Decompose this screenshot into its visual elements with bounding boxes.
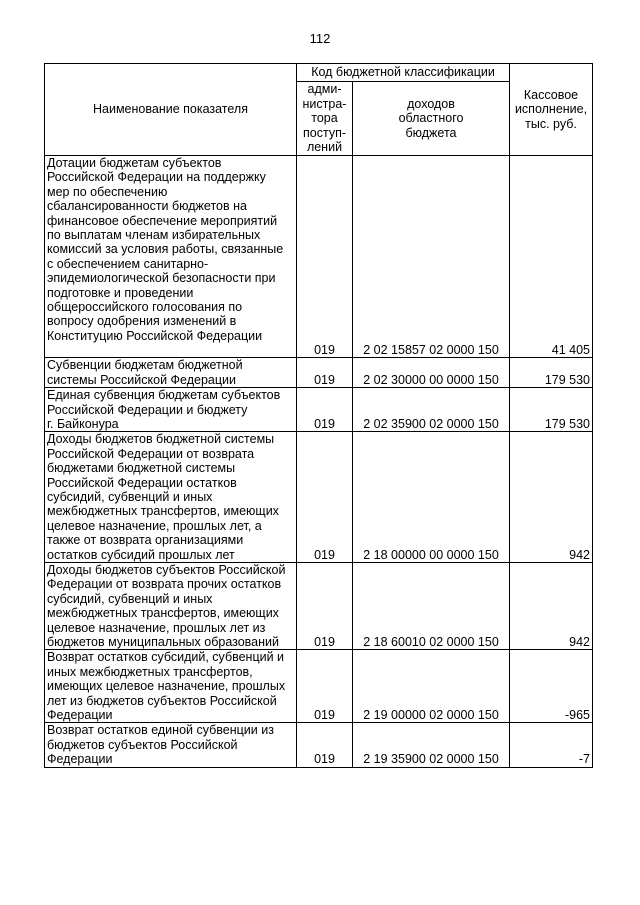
header-cash-execution [510, 64, 593, 156]
header-line: доходов [407, 96, 455, 111]
header-line: Кассовое [523, 87, 579, 102]
admin-code-cell: 019 [297, 388, 353, 432]
indicator-name-line: Единая субвенция бюджетам субъектов [47, 388, 281, 403]
indicator-name-line: Конституцию Российской Федерации [47, 328, 263, 343]
table-row [45, 358, 593, 388]
income-code-cell: 2 02 30000 00 0000 150 [353, 358, 510, 388]
amount-cell: 179 530 [510, 388, 593, 432]
indicator-name-line: Российской Федерации и бюджету [47, 402, 248, 417]
indicator-name-line: остатков субсидий прошлых лет [47, 547, 235, 562]
income-code-cell: 2 02 15857 02 0000 150 [353, 156, 510, 358]
indicator-name-line: комиссий за условия работы, связанные [47, 242, 284, 257]
admin-code-cell: 019 [297, 650, 353, 723]
table-row [45, 562, 593, 649]
indicator-name-line: Федерации [47, 752, 113, 767]
header-line: областного [398, 111, 464, 126]
indicator-name-cell [45, 650, 297, 723]
table-row [45, 156, 593, 358]
header-budget-code: Код бюджетной классификации [297, 64, 510, 82]
table-row [45, 432, 593, 563]
indicator-name-line: Возврат остатков субсидий, субвенций и [47, 650, 285, 665]
indicator-name-cell [45, 432, 297, 563]
amount-cell: 41 405 [510, 156, 593, 358]
indicator-name-line: межбюджетных трансфертов, имеющих [47, 606, 279, 621]
indicator-name-line: также от возврата организациями [47, 533, 244, 548]
admin-code-cell: 019 [297, 156, 353, 358]
indicator-name-cell [45, 562, 297, 649]
indicator-name-line: субсидий, субвенций и иных [47, 591, 213, 606]
income-code-cell: 2 02 35900 02 0000 150 [353, 388, 510, 432]
indicator-name-line: общероссийского голосования по [47, 300, 243, 315]
header-admin [297, 82, 353, 156]
indicator-name-cell [45, 156, 297, 358]
indicator-name-line: бюджетов субъектов Российской [47, 737, 238, 752]
header-income [353, 82, 510, 156]
header-indicator-name: Наименование показателя [45, 64, 297, 156]
amount-cell: -7 [510, 723, 593, 767]
table-row [45, 650, 593, 723]
header-line: тыс. руб. [525, 116, 577, 131]
header-line: адми- [307, 82, 342, 97]
indicator-name-line: Российской Федерации остатков [47, 475, 237, 490]
income-code-cell: 2 19 35900 02 0000 150 [353, 723, 510, 767]
amount-cell: -965 [510, 650, 593, 723]
indicator-name-line: Российской Федерации от возврата [47, 446, 255, 461]
indicator-name-line: Доходы бюджетов бюджетной системы [47, 432, 275, 447]
indicator-name-line: системы Российской Федерации [47, 372, 236, 387]
indicator-name-line: Дотации бюджетам субъектов [47, 156, 222, 170]
indicator-name-line: Федерации [47, 708, 113, 723]
indicator-name-line: Российской Федерации на поддержку [47, 170, 266, 185]
indicator-name-line: имеющих целевое назначение, прошлых [47, 679, 286, 694]
indicator-name-line: Субвенции бюджетам бюджетной [47, 358, 243, 373]
indicator-name-line: лет из бюджетов субъектов Российской [47, 693, 277, 708]
income-code-cell: 2 18 60010 02 0000 150 [353, 562, 510, 649]
admin-code-cell: 019 [297, 358, 353, 388]
indicator-name-line: субсидий, субвенций и иных [47, 489, 213, 504]
indicator-name-line: подготовке и проведении [47, 285, 194, 300]
income-code-cell: 2 19 00000 02 0000 150 [353, 650, 510, 723]
indicator-name-line: Федерации от возврата прочих остатков [47, 577, 282, 592]
indicator-name-line: Доходы бюджетов субъектов Российской [47, 562, 286, 577]
header-line: тора [311, 111, 338, 126]
indicator-name-line: мер по обеспечению [47, 184, 168, 199]
table-row [45, 388, 593, 432]
indicator-name-line: бюджетами бюджетной системы [47, 461, 236, 476]
indicator-name-line: эпидемиологической безопасности при [47, 271, 276, 286]
indicator-name-line: по выплатам членам избирательных [47, 228, 261, 243]
budget-table [44, 63, 593, 768]
table-row [45, 723, 593, 767]
indicator-name-cell [45, 723, 297, 767]
admin-code-cell: 019 [297, 432, 353, 563]
table-body [45, 156, 593, 768]
indicator-name-line: межбюджетных трансфертов, имеющих [47, 504, 279, 519]
indicator-name-line: сбалансированности бюджетов на [47, 199, 247, 214]
admin-code-cell: 019 [297, 723, 353, 767]
header-line: лений [306, 140, 343, 155]
indicator-name-line: целевое назначение, прошлых лет из [47, 620, 266, 635]
income-code-cell: 2 18 00000 00 0000 150 [353, 432, 510, 563]
amount-cell: 179 530 [510, 358, 593, 388]
indicator-name-line: с обеспечением санитарно- [47, 256, 209, 271]
indicator-name-line: целевое назначение, прошлых лет, а [47, 518, 262, 533]
header-line: нистра- [302, 96, 347, 111]
page-number: 112 [309, 31, 331, 46]
amount-cell: 942 [510, 562, 593, 649]
indicator-name-line: вопросу одобрения изменений в [47, 314, 237, 329]
indicator-name-line: иных межбюджетных трансфертов, [47, 664, 253, 679]
header-line: поступ- [302, 125, 347, 140]
admin-code-cell: 019 [297, 562, 353, 649]
indicator-name-line: финансовое обеспечение мероприятий [47, 213, 278, 228]
indicator-name-cell [45, 388, 297, 432]
indicator-name-cell [45, 358, 297, 388]
indicator-name-line: бюджетов муниципальных образований [47, 635, 279, 649]
indicator-name-line: Возврат остатков единой субвенции из [47, 723, 274, 738]
header-line: бюджета [405, 125, 457, 140]
indicator-name-line: г. Байконура [47, 416, 119, 431]
amount-cell: 942 [510, 432, 593, 563]
header-line: исполнение, [514, 102, 588, 117]
